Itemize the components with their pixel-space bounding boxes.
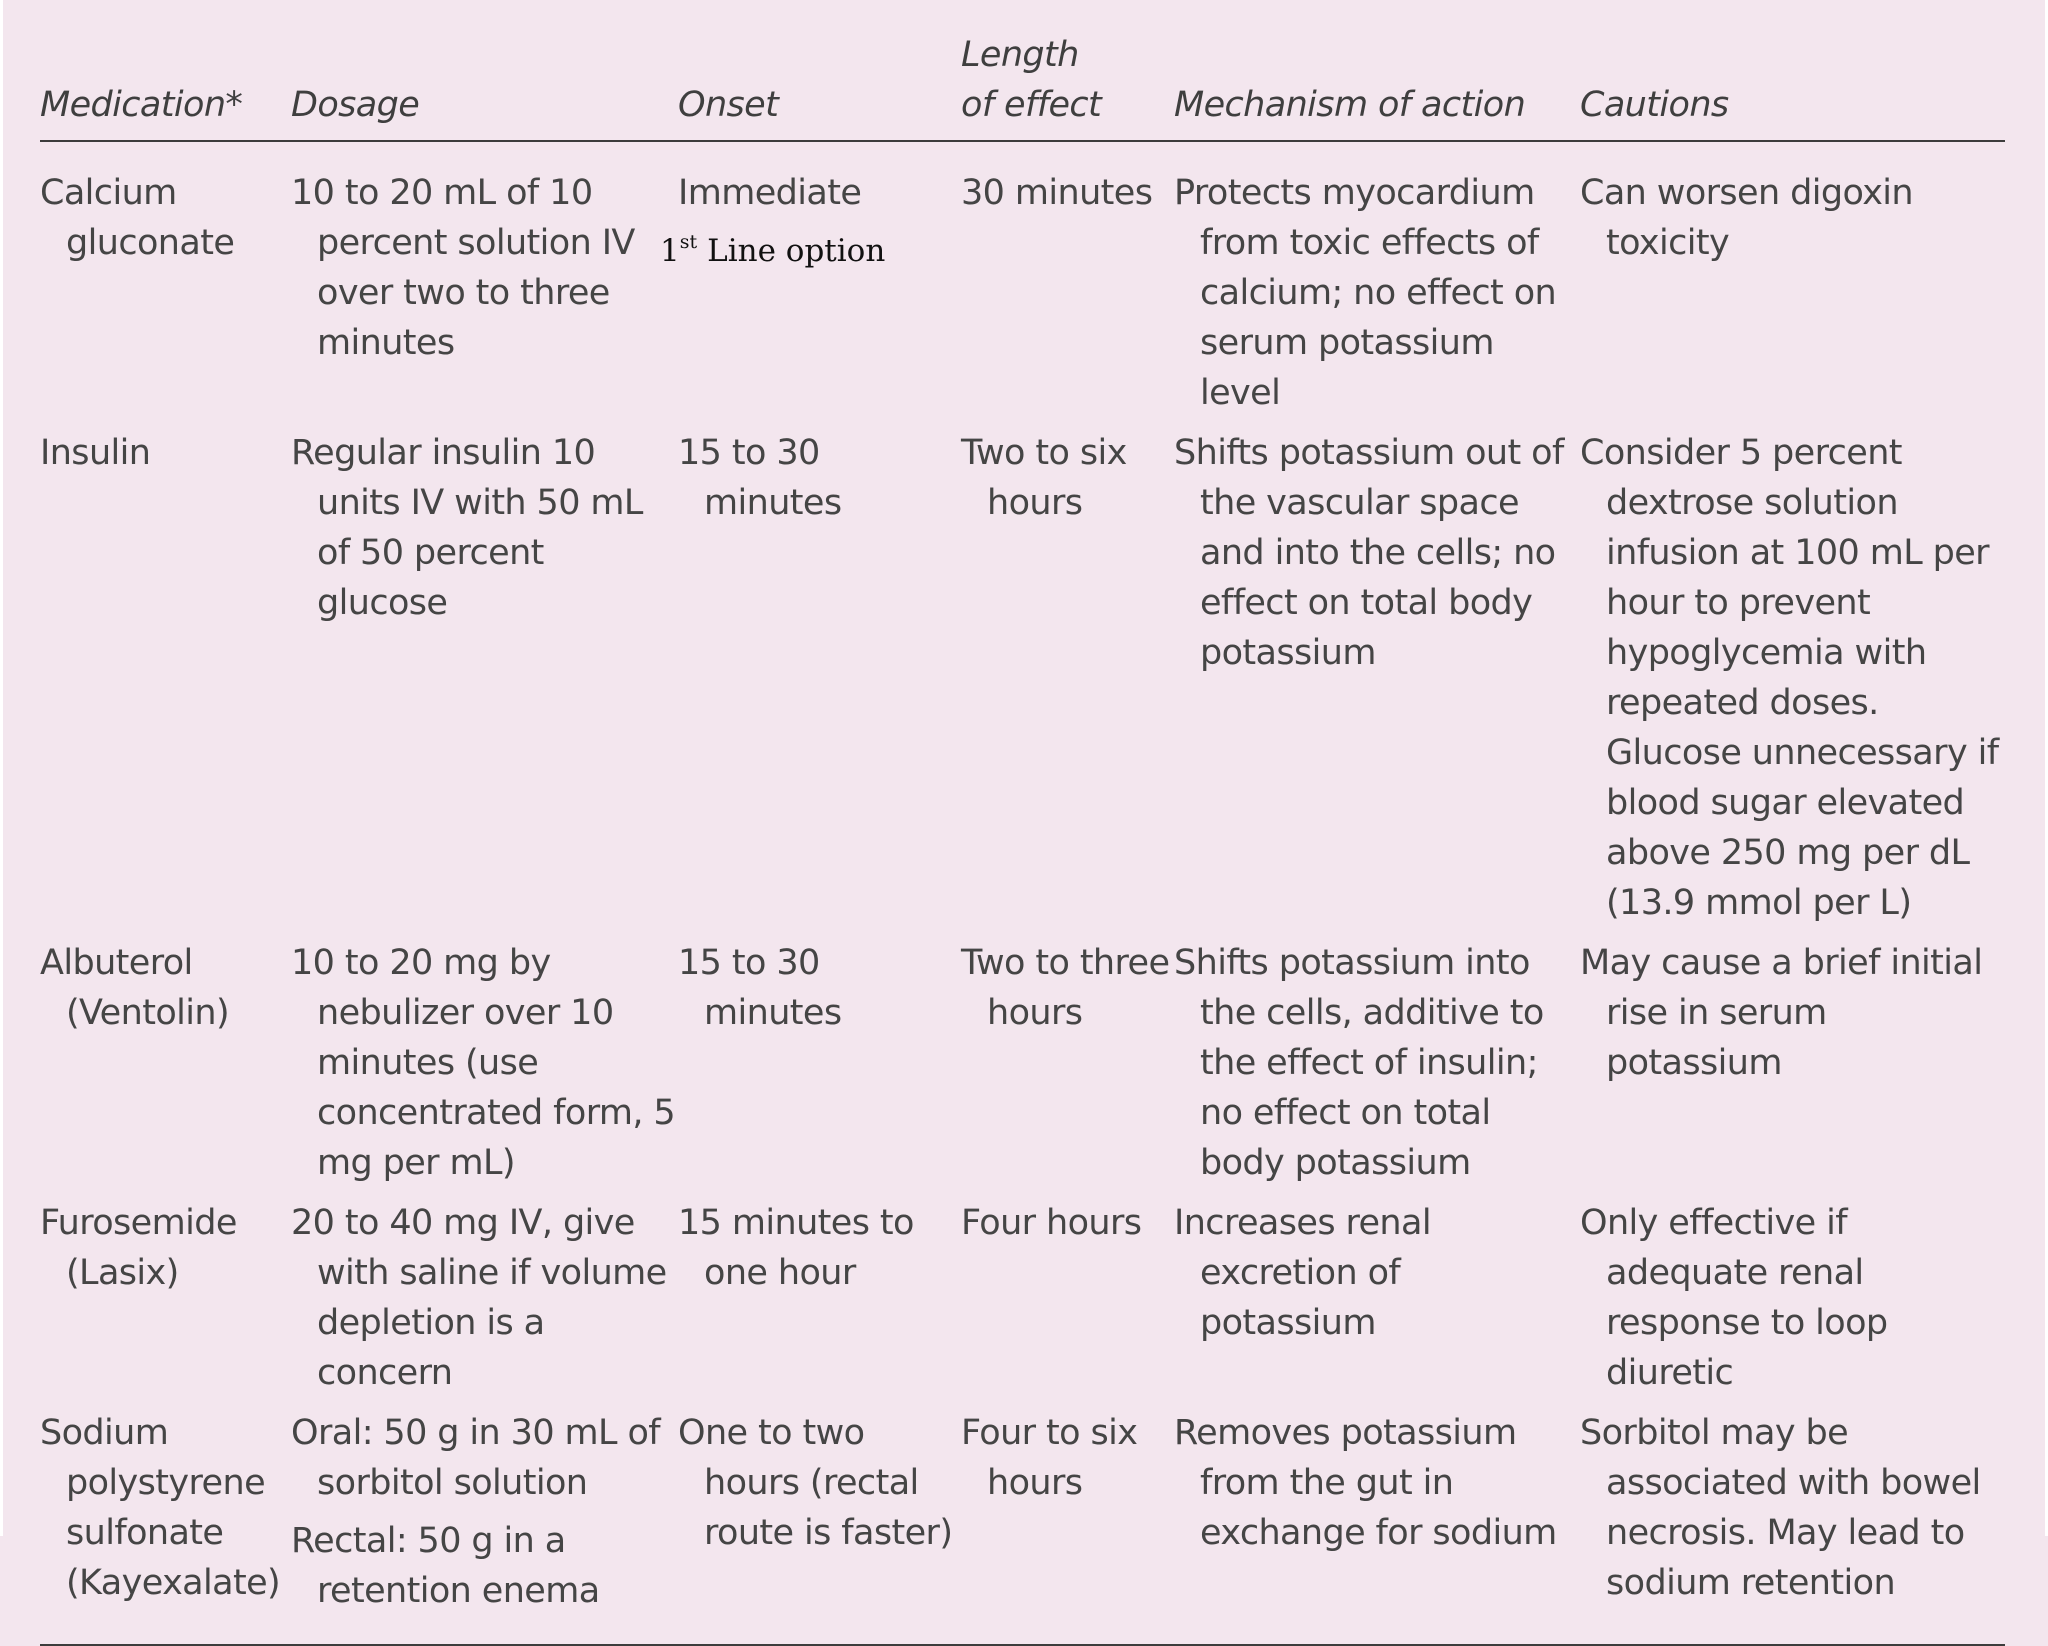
cell-medication: Sodium polystyrene sulfonate (Kayexalate): [40, 1413, 281, 1603]
header-dosage: Dosage: [291, 85, 420, 125]
header-length-line1: Length: [961, 35, 1079, 75]
cell-length: 30 minutes: [961, 173, 1153, 213]
cell-mechanism: Protects myocardium from toxic effects of calcium; no effect on serum potassium level: [1174, 173, 1557, 413]
cell-length: Four to six hours: [961, 1413, 1138, 1503]
cell-length: Four hours: [961, 1203, 1142, 1243]
cell-mechanism: Removes potassium from the gut in exchange for sodium: [1174, 1413, 1557, 1553]
cell-length: Two to three hours: [961, 943, 1170, 1033]
cell-dosage: [291, 1408, 678, 1645]
cell-onset: Immediate 1st Line option: [678, 141, 961, 428]
cell-onset: 15 to 30 minutes: [678, 433, 842, 523]
annotation-text: Line option: [707, 233, 886, 269]
annotation-ordinal-suffix: st: [679, 231, 698, 253]
table-row: [40, 1198, 2005, 1408]
cell-onset: 15 to 30 minutes: [678, 943, 842, 1033]
cell-mechanism: Increases renal excretion of potassium: [1174, 1203, 1431, 1343]
dosage-rectal: Rectal: 50 g in a retention enema: [291, 1521, 600, 1611]
cell-onset: 15 minutes to one hour: [678, 1203, 914, 1293]
header-mechanism: Mechanism of action: [1174, 85, 1526, 125]
cell-medication: Calcium gluconate: [40, 173, 235, 263]
cell-medication: Furosemide (Lasix): [40, 1203, 237, 1293]
table-row: [40, 1408, 2005, 1645]
dosage-oral: Oral: 50 g in 30 mL of sorbitol solution: [291, 1413, 660, 1503]
cell-cautions: Can worsen digoxin toxicity: [1580, 173, 1914, 263]
annotation-number: 1: [660, 233, 680, 269]
cell-dosage: 10 to 20 mg by nebulizer over 10 minutes (use concentrated form, 5 mg per mL): [291, 943, 676, 1183]
cell-length: Two to six hours: [961, 433, 1127, 523]
cell-cautions: May cause a brief initial rise in serum potassium: [1580, 943, 1983, 1083]
cell-medication: Insulin: [40, 433, 151, 473]
cell-dosage: Regular insulin 10 units IV with 50 mL of 50 percent glucose: [291, 433, 643, 623]
cell-cautions: Sorbitol may be associated with bowel necrosis. May lead to sodium retention: [1580, 1413, 1981, 1603]
cell-cautions: Consider 5 percent dextrose solution infusion at 100 mL per hour to prevent hypoglycemia with repeated doses. Glucose unnecessary if blood sugar elevated above 250 mg per dL (13.9 mmol per L): [1580, 433, 1999, 923]
table-header-row: [40, 30, 2005, 141]
hyperkalemia-treatment-table: [40, 30, 2005, 1646]
cell-medication: Albuterol (Ventolin): [40, 943, 230, 1033]
header-length-of-effect: [961, 30, 1174, 141]
table-row: [40, 938, 2005, 1198]
header-onset: Onset: [678, 85, 779, 125]
cell-mechanism: Shifts potassium into the cells, additive to the effect of insulin; no effect on total body potassium: [1174, 943, 1544, 1183]
page-left-border: [0, 0, 3, 1536]
header-length-line2: of effect: [961, 85, 1102, 125]
cell-cautions: Only effective if adequate renal response to loop diuretic: [1580, 1203, 1888, 1393]
table-row: [40, 428, 2005, 938]
table-row: [40, 141, 2005, 428]
cell-onset: One to two hours (rectal route is faster): [678, 1413, 953, 1553]
header-cautions: Cautions: [1580, 85, 1729, 125]
cell-dosage: 20 to 40 mg IV, give with saline if volume depletion is a concern: [291, 1203, 667, 1393]
header-medication: Medication*: [40, 85, 243, 125]
cell-dosage: 10 to 20 mL of 10 percent solution IV over two to three minutes: [291, 173, 635, 363]
cell-mechanism: Shifts potassium out of the vascular space and into the cells; no effect on total body potassium: [1174, 433, 1564, 673]
first-line-option-annotation: [660, 222, 961, 271]
